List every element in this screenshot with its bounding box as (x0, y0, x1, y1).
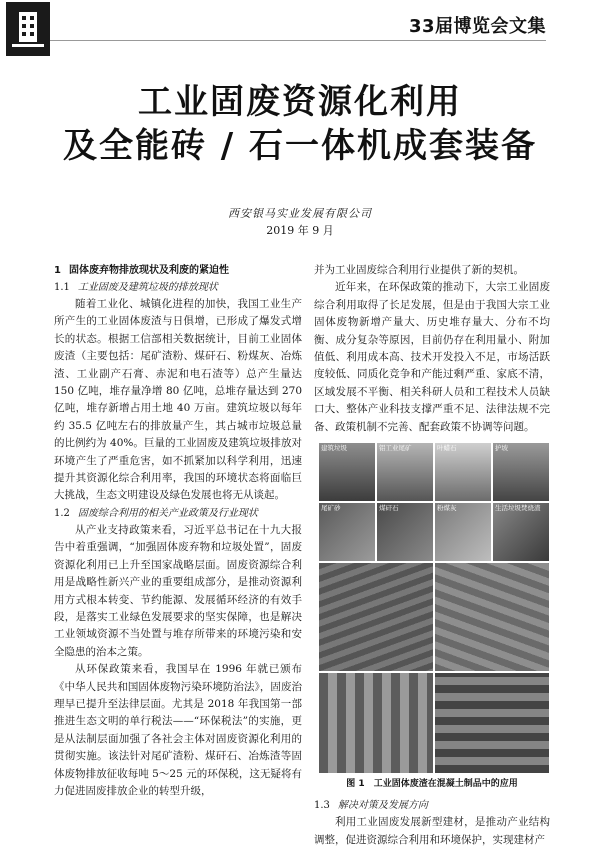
subsection-title: 工业固废及建筑垃圾的排放现状 (77, 282, 218, 293)
title-line-1: 工业固废资源化利用 (138, 82, 462, 122)
photo-label: 尾矿砂 (321, 504, 341, 513)
subsection-title: 解决对策及发展方向 (337, 800, 428, 812)
photo-pyrophyllite (434, 442, 492, 502)
photo-coal-gangue (376, 502, 434, 562)
header-rule (50, 40, 546, 41)
photo-label: 粉煤灰 (437, 504, 457, 513)
photo-tailings-sand (318, 502, 376, 562)
photo-incineration-slag (492, 502, 550, 562)
paragraph: 近年来，在环保政策的推动下，大宗工业固废综合利用取得了长足发展，但是由于我国大宗工业固体废物新增产量大、历史堆存量大、分布不均衡、成分复杂等原因，目前仍存在利用量小、附加值低、利用成本高、技术开发投入不足，市场活跃度较低、同质化竞争和产能过剩严重、家底不清，区域发展不平衡、相关科研人员和工程技术人员缺口大、整体产业科技支撑严重不足、法律法规不完备、政策机制不完善、配套政策不协调等问题。 (314, 281, 550, 433)
left-column (54, 262, 302, 800)
author: 西安银马实业发展有限公司 (228, 207, 372, 220)
photo-label: 护坡 (495, 444, 508, 453)
photo-fly-ash (434, 502, 492, 562)
publisher-logo (6, 2, 50, 56)
logo-base (12, 44, 44, 47)
paragraph: 并为工业固废综合利用行业提供了新的契机。 (314, 264, 524, 276)
photo-label: 铝工业尾矿 (379, 444, 412, 453)
photo-label: 生活垃圾焚烧渣 (495, 504, 541, 513)
date: 2019 年 9 月 (266, 224, 334, 237)
section-number: 1 (54, 265, 61, 276)
photo-label: 煤矸石 (379, 504, 399, 513)
paragraph: 从环保政策来看，我国早在 1996 年就已颁布《中华人民共和国固体废物污染环境防治法》，固废治理早已提升至法律层面。尤其是 2018 年我国第一部推进生态文明的单行税法——“环保税法”的实施，更是从法制层面加强了各社会主体对固废资源化利用的贯彻实施。该法针对尾矿渣粉、煤矸石、冶炼渣等固体废物排放征收每吨 5～25 元的环保税，这无疑将有力促进固废排放企业的转型升级， (54, 663, 302, 797)
subsection-heading-1-1 (54, 279, 302, 296)
article-title (0, 80, 600, 168)
photo-brick-stacks (318, 672, 434, 774)
subsection-heading-1-2 (54, 505, 302, 522)
header-collection-title: 33届博览会文集 (408, 16, 546, 37)
photo-label: 叶蜡石 (437, 444, 457, 453)
photo-construction-waste (318, 442, 376, 502)
subsection-title: 固废综合利用的相关产业政策及行业现状 (77, 507, 258, 519)
title-line-2: 及全能砖 / 石一体机成套装备 (62, 126, 538, 166)
photo-plaza-paving (434, 562, 550, 672)
paragraph: 随着工业化、城镇化进程的加快，我国工业生产所产生的工业固体废渣与日俱增，已形成了爆发式增长的状态。根据工信部相关数据统计，目前工业固体废渣（主要包括：尾矿渣粉、煤矸石、粉煤灰、冶炼渣、工业副产石膏、赤泥和电石渣等）总产生量达 150 亿吨，堆存量净增 80 亿吨，总堆存量达到 270 亿吨，堆存新增占用土地 40 万亩。建筑垃圾以每年约 35.5 亿吨左右的排放量产生，其占城市垃圾总量的比例约为 40%。巨量的工业固废及建筑垃圾排放对环境产生了严重危害，如不抓紧加以科学利用，迅速提升其资源化综合利用率，我国的环境状态将面临巨大挑战，生态文明建设及绿色发展也将无从谈起。 (54, 298, 302, 502)
photo-paving-bricks (318, 562, 434, 672)
paragraph: 从产业支持政策来看，习近平总书记在十九大报告中着重强调，“加强固体废弃物和垃圾处置”，固废资源化利用已上升至国家战略层面。固废资源综合利用是战略性新兴产业的重要组成部分，是推动资源利用方式根本转变、节约能源、发展循环经济的有效手段，是落实工业绿色发展要求的坚实保障，也是解决工业领域资源不当处置与堆存所带来的环境污染和安全隐患的治本之策。 (54, 523, 302, 658)
subsection-heading-1-3 (314, 797, 550, 814)
subsection-number: 1.3 (314, 800, 330, 812)
figure-photo-grid (318, 442, 548, 772)
right-column (314, 262, 550, 849)
figure-caption: 图 1 工业固体废渣在混凝土制品中的应用 (346, 779, 518, 790)
subsection-number: 1.2 (54, 507, 70, 519)
photo-slope-protection (492, 442, 550, 502)
paragraph: 利用工业固废发展新型建材，是推动产业结构调整，促进资源综合利用和环境保护，实现建材产 (314, 816, 550, 846)
photo-label: 建筑垃圾 (321, 444, 347, 453)
building-icon (19, 12, 37, 42)
subsection-number: 1.1 (54, 282, 70, 293)
photo-aluminum-tailings (376, 442, 434, 502)
section-heading-1 (54, 262, 302, 279)
section-title: 固体废弃物排放现状及利废的紧迫性 (68, 265, 229, 276)
photo-block-yard (434, 672, 550, 774)
